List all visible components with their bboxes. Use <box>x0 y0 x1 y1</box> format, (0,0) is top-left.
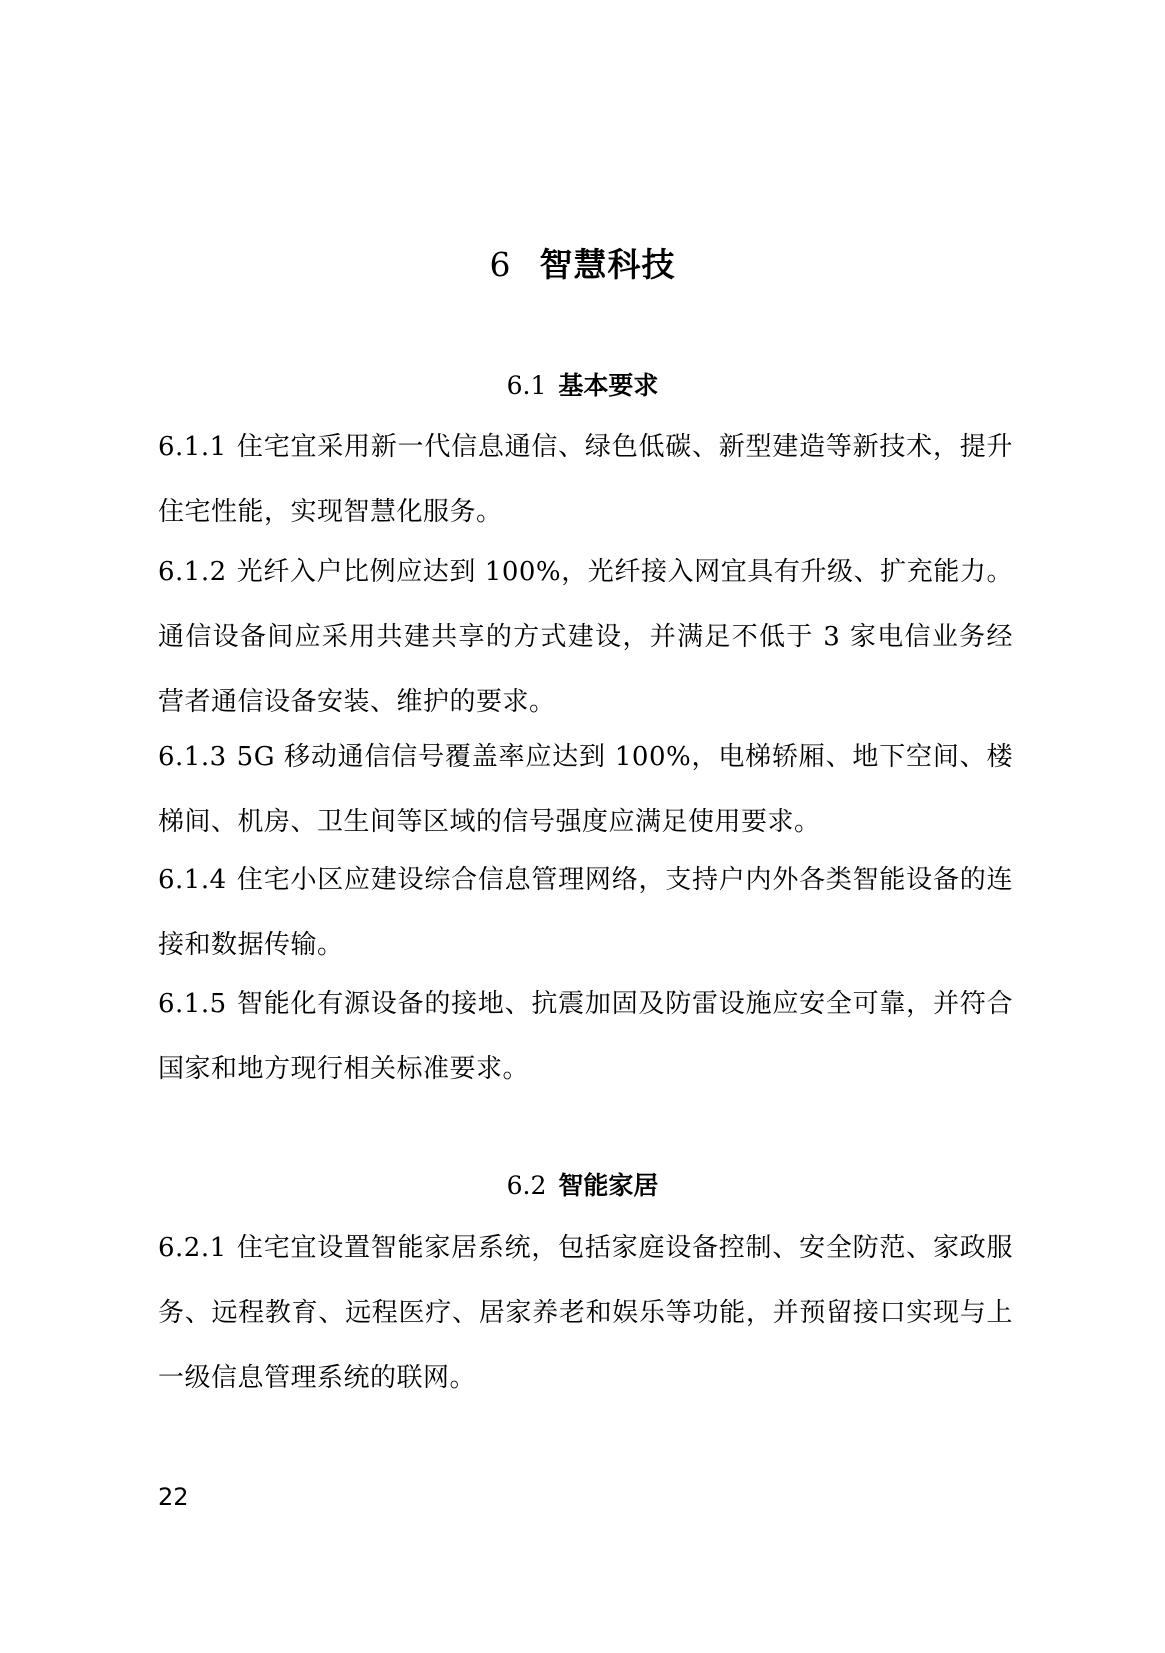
clause-number: 6.2.1 <box>158 1233 227 1263</box>
clause-number: 6.1.4 <box>158 865 227 895</box>
clause-text: 住宅宜设置智能家居系统，包括家庭设备控制、安全防范、家政服务、远程教育、远程医疗、居家养老和娱乐等功能，并预留接口实现与上一级信息管理系统的联网。 <box>158 1233 1013 1393</box>
clause-text: 住宅宜采用新一代信息通信、绿色低碳、新型建造等新技术，提升住宅性能，实现智慧化服务。 <box>158 432 1013 527</box>
clause-6-1-4 <box>158 848 1013 978</box>
clause-text: 智能化有源设备的接地、抗震加固及防雷设施应安全可靠，并符合国家和地方现行相关标准要求。 <box>158 989 1013 1084</box>
clause-number: 6.1.3 <box>158 742 227 772</box>
section-title-text: 智能家居 <box>558 1171 659 1200</box>
clause-6-1-5 <box>158 972 1013 1102</box>
clause-number: 6.1.1 <box>158 432 227 462</box>
chapter-title-text: 智慧科技 <box>539 245 676 284</box>
clause-text: 住宅小区应建设综合信息管理网络，支持户内外各类智能设备的连接和数据传输。 <box>158 865 1013 960</box>
section-title-text: 基本要求 <box>558 371 659 400</box>
page-number: 22 <box>158 1483 189 1511</box>
clause-6-1-3 <box>158 725 1013 855</box>
clause-text: 光纤入户比例应达到 100%，光纤接入网宜具有升级、扩充能力。通信设备间应采用共建共享的方式建设，并满足不低于 3 家电信业务经营者通信设备安装、维护的要求。 <box>158 557 1013 717</box>
clause-text: 5G 移动通信信号覆盖率应达到 100%，电梯轿厢、地下空间、楼梯间、机房、卫生间等区域的信号强度应满足使用要求。 <box>158 742 1013 837</box>
section-title-6-2 <box>0 1166 1165 1206</box>
clause-6-1-1 <box>158 415 1013 545</box>
clause-number: 6.1.2 <box>158 557 227 587</box>
clause-6-1-2 <box>158 540 1013 735</box>
clause-number: 6.1.5 <box>158 989 227 1019</box>
clause-6-2-1 <box>158 1216 1013 1411</box>
section-number: 6.1 <box>506 371 547 400</box>
section-title-6-1 <box>0 366 1165 406</box>
section-number: 6.2 <box>506 1171 547 1200</box>
chapter-title <box>0 240 1165 290</box>
chapter-number: 6 <box>489 245 512 284</box>
